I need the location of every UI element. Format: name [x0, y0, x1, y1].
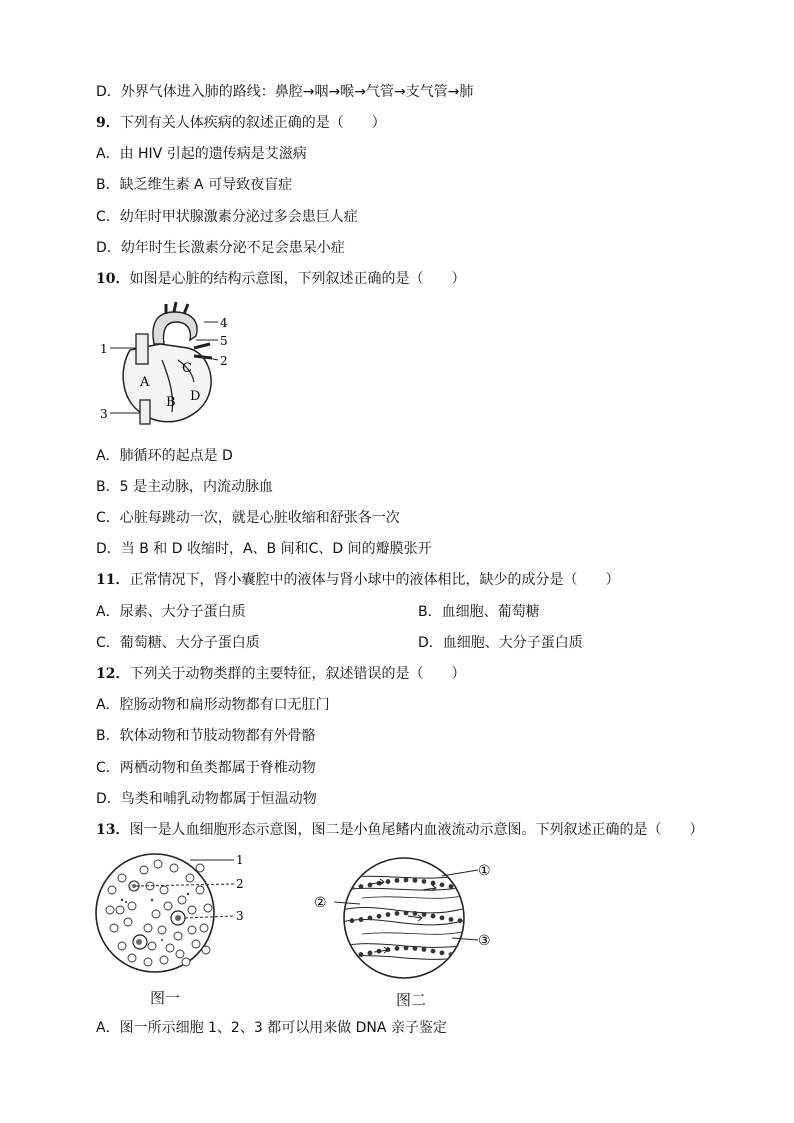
- q10-option-b: B．5 是主动脉，内流动脉血: [96, 479, 273, 495]
- vessel-blood-cell: [431, 881, 436, 886]
- red-blood-cell: [140, 866, 148, 874]
- white-blood-cell-nucleus: [175, 915, 181, 921]
- vessel-blood-cell: [395, 878, 400, 883]
- red-blood-cell: [116, 906, 124, 914]
- question-text: 图一是人血细胞形态示意图，图二是小鱼尾鳍内血液流动示意图。下列叙述正确的是（ ）: [129, 822, 704, 838]
- red-blood-cell: [144, 924, 152, 932]
- vessel-blood-cell: [413, 878, 418, 883]
- vessel-blood-cell: [386, 879, 391, 884]
- heart-label-5: 5: [220, 334, 228, 348]
- question-11: [96, 570, 619, 590]
- red-blood-cell: [144, 958, 152, 966]
- vessel-blood-cell: [350, 953, 355, 958]
- red-blood-cell: [154, 860, 162, 868]
- white-blood-cell-nucleus: [132, 884, 136, 888]
- blood-label-2: 2: [236, 877, 244, 891]
- q11-option-d: D．血细胞、大分子蛋白质: [418, 635, 583, 651]
- red-blood-cell: [166, 944, 174, 952]
- question-text: 如图是心脏的结构示意图，下列叙述正确的是（ ）: [129, 271, 466, 287]
- blood-label-1: 1: [236, 853, 244, 867]
- chamber-d: D: [190, 389, 201, 404]
- vena-cava-inferior: [140, 400, 150, 424]
- question-text: 下列关于动物类群的主要特征，叙述错误的是（ ）: [129, 666, 466, 682]
- white-blood-cell-nucleus: [136, 939, 142, 945]
- question-number: 11．: [96, 572, 130, 588]
- vessel-blood-cell: [359, 952, 364, 957]
- fish-label-3: ③: [478, 933, 491, 949]
- vessel-blood-cell: [431, 949, 436, 954]
- q12-option-a: A．腔肠动物和扁形动物都有口无肛门: [96, 697, 330, 713]
- red-blood-cell: [176, 950, 184, 958]
- red-blood-cell: [202, 946, 210, 954]
- question-number: 10．: [96, 271, 130, 287]
- vessel-blood-cell: [404, 946, 409, 951]
- vessel-blood-cell: [350, 918, 355, 923]
- q11-option-b: B．血细胞、葡萄糖: [418, 604, 540, 620]
- red-blood-cell: [160, 886, 168, 894]
- q11-option-a: A．尿素、大分子蛋白质: [96, 604, 246, 620]
- heart-label-4: 4: [220, 316, 228, 330]
- heart-label-3: 3: [100, 407, 108, 421]
- vena-cava-superior: [136, 334, 148, 364]
- red-blood-cell: [196, 886, 204, 894]
- q9-option-b: B．缺乏维生素 A 可导致夜盲症: [96, 177, 293, 193]
- question-number: 13．: [96, 822, 130, 838]
- red-blood-cell: [186, 874, 194, 882]
- red-blood-cell: [182, 958, 190, 966]
- vessel-blood-cell: [395, 946, 400, 951]
- red-blood-cell: [170, 864, 178, 872]
- vessel-blood-cell: [449, 917, 454, 922]
- vessel-blood-cell: [359, 917, 364, 922]
- red-blood-cell: [174, 932, 182, 940]
- heart-label-2: 2: [220, 354, 228, 368]
- question-text: 正常情况下，肾小囊腔中的液体与肾小球中的液体相比，缺少的成分是（ ）: [129, 572, 620, 588]
- red-blood-cell: [178, 896, 186, 904]
- q10-option-d: D．当 B 和 D 收缩时，A、B 间和C、D 间的瓣膜张开: [96, 541, 432, 557]
- red-blood-cell: [108, 886, 116, 894]
- red-blood-cell: [128, 954, 136, 962]
- vessel-blood-cell: [359, 884, 364, 889]
- figure-2-caption: 图二: [396, 991, 427, 1009]
- red-blood-cell: [164, 902, 172, 910]
- heart-diagram: [100, 300, 240, 430]
- q11-option-c: C．葡萄糖、大分子蛋白质: [96, 635, 260, 651]
- red-blood-cell: [188, 926, 196, 934]
- vessel-blood-cell: [449, 884, 454, 889]
- blood-cell-diagram: [92, 850, 262, 980]
- vessel-blood-cell: [458, 918, 463, 923]
- red-blood-cell: [124, 918, 132, 926]
- label-1-leader: [442, 870, 478, 876]
- red-blood-cell: [110, 924, 118, 932]
- vessel-blood-cell: [386, 912, 391, 917]
- q13-option-a: A．图一所示细胞 1、2、3 都可以用来做 DNA 亲子鉴定: [96, 1020, 447, 1036]
- vessel-blood-cell: [440, 950, 445, 955]
- question-text: 下列有关人体疾病的叙述正确的是（ ）: [119, 115, 386, 131]
- red-blood-cell: [192, 940, 200, 948]
- aorta-arch: [153, 312, 197, 344]
- vessel-blood-cell: [422, 912, 427, 917]
- red-blood-cell: [152, 910, 160, 918]
- question-9: [96, 113, 386, 133]
- figure-1-caption: 图一: [150, 989, 181, 1007]
- q9-option-d: D．幼年时生长激素分泌不足会患呆小症: [96, 240, 345, 256]
- red-blood-cell: [118, 942, 126, 950]
- vessel-blood-cell: [413, 911, 418, 916]
- red-blood-cell: [128, 902, 136, 910]
- vessel-blood-cell: [431, 914, 436, 919]
- vessel-blood-cell: [440, 882, 445, 887]
- fish-label-1: ①: [478, 863, 491, 879]
- red-blood-cell: [204, 904, 212, 912]
- q12-option-b: B．软体动物和节肢动物都有外骨骼: [96, 728, 316, 744]
- q12-option-d: D．鸟类和哺乳动物都属于恒温动物: [96, 791, 317, 807]
- red-blood-cell: [160, 956, 168, 964]
- q10-option-c: C．心脏每跳动一次，就是心脏收缩和舒张各一次: [96, 510, 400, 526]
- q9-option-c: C．幼年时甲状腺激素分泌过多会患巨人症: [96, 209, 358, 225]
- red-blood-cell: [200, 924, 208, 932]
- question-number: 12．: [96, 666, 130, 682]
- fish-label-2: ②: [314, 895, 327, 911]
- vessel-blood-cell: [458, 885, 463, 890]
- question-number: 9．: [96, 115, 120, 131]
- chamber-b: B: [166, 395, 176, 410]
- question-13: [96, 820, 703, 840]
- q12-option-c: C．两栖动物和鱼类都属于脊椎动物: [96, 760, 316, 776]
- vessel-blood-cell: [404, 911, 409, 916]
- q8-option-d: D．外界气体进入肺的路线：鼻腔→咽→喉→气管→支气管→肺: [96, 84, 474, 100]
- vessel-blood-cell: [368, 916, 373, 921]
- question-12: [96, 664, 465, 684]
- chamber-c: C: [182, 361, 192, 376]
- vessel-blood-cell: [404, 878, 409, 883]
- q9-option-a: A．由 HIV 引起的遗传病是艾滋病: [96, 146, 307, 162]
- question-10: [96, 269, 465, 289]
- vessel-blood-cell: [440, 915, 445, 920]
- blood-label-3: 3: [236, 909, 244, 923]
- heart-label-1: 1: [100, 342, 108, 356]
- vessel-blood-cell: [458, 953, 463, 958]
- vessel-blood-cell: [395, 911, 400, 916]
- red-blood-cell: [196, 864, 204, 872]
- red-blood-cell: [148, 942, 156, 950]
- vessel-blood-cell: [422, 947, 427, 952]
- red-blood-cell: [106, 906, 114, 914]
- vessel-blood-cell: [377, 914, 382, 919]
- fish-tail-diagram: [312, 854, 502, 984]
- chamber-a: A: [140, 375, 150, 390]
- red-blood-cell: [158, 926, 166, 934]
- red-blood-cell: [118, 874, 126, 882]
- q10-option-a: A．肺循环的起点是 D: [96, 448, 233, 464]
- vessel-blood-cell: [422, 879, 427, 884]
- vessel-blood-cell: [413, 946, 418, 951]
- vessel-blood-cell: [368, 951, 373, 956]
- red-blood-cell: [188, 906, 196, 914]
